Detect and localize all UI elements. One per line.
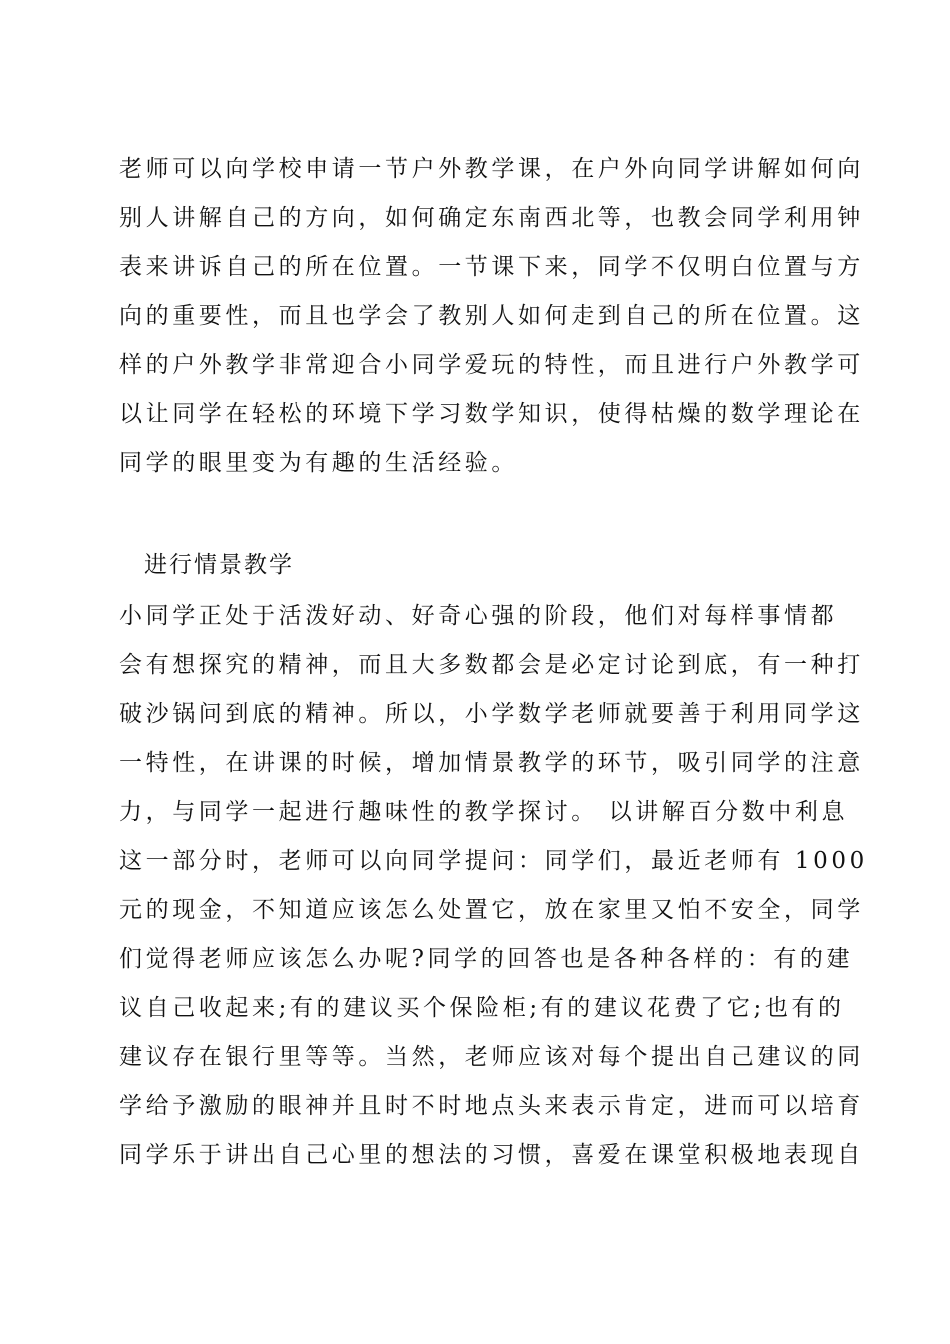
paragraph-1-line-5: 样的户外教学非常迎合小同学爱玩的特性，而且进行户外教学可 xyxy=(119,352,864,378)
paragraph-2-line-11: 学给予激励的眼神并且时不时地点头来表示肯定，进而可以培育 xyxy=(119,1093,864,1119)
paragraph-2-line-3: 破沙锅问到底的精神。所以，小学数学老师就要善于利用同学这 xyxy=(119,701,864,727)
paragraph-2-line-10: 建议存在银行里等等。当然，老师应该对每个提出自己建议的同 xyxy=(119,1044,864,1070)
paragraph-2-line-9: 议自己收起来;有的建议买个保险柜;有的建议花费了它;也有的 xyxy=(119,995,845,1021)
paragraph-1-line-4: 向的重要性，而且也学会了教别人如何走到自己的所在位置。这 xyxy=(119,303,864,329)
paragraph-2-line-8: 们觉得老师应该怎么办呢?同学的回答也是各种各样的：有的建 xyxy=(119,946,854,972)
paragraph-2-line-7: 元的现金，不知道应该怎么处置它，放在家里又怕不安全，同学 xyxy=(119,897,864,923)
paragraph-2-line-1: 小同学正处于活泼好动、好奇心强的阶段，他们对每样事情都 xyxy=(119,603,838,629)
paragraph-1-line-3: 表来讲诉自己的所在位置。一节课下来，同学不仅明白位置与方 xyxy=(119,254,864,280)
paragraph-1-line-7: 同学的眼里变为有趣的生活经验。 xyxy=(119,450,518,476)
paragraph-2-line-4: 一特性，在讲课的时候，增加情景教学的环节，吸引同学的注意 xyxy=(119,750,864,776)
paragraph-2-line-12: 同学乐于讲出自己心里的想法的习惯，喜爱在课堂积极地表现自 xyxy=(119,1142,864,1168)
section-heading: 进行情景教学 xyxy=(144,552,294,578)
paragraph-1-line-2: 别人讲解自己的方向，如何确定东南西北等，也教会同学利用钟 xyxy=(119,205,864,231)
paragraph-2-line-2: 会有想探究的精神，而且大多数都会是必定讨论到底，有一种打 xyxy=(119,652,864,678)
paragraph-1-line-1: 老师可以向学校申请一节户外教学课，在户外向同学讲解如何向 xyxy=(119,156,864,182)
paragraph-2-line-6: 这一部分时，老师可以向同学提问：同学们，最近老师有 1000 xyxy=(119,848,868,874)
paragraph-1-line-6: 以让同学在轻松的环境下学习数学知识，使得枯燥的数学理论在 xyxy=(119,401,864,427)
paragraph-2-line-5: 力，与同学一起进行趣味性的教学探讨。 以讲解百分数中利息 xyxy=(119,799,849,825)
